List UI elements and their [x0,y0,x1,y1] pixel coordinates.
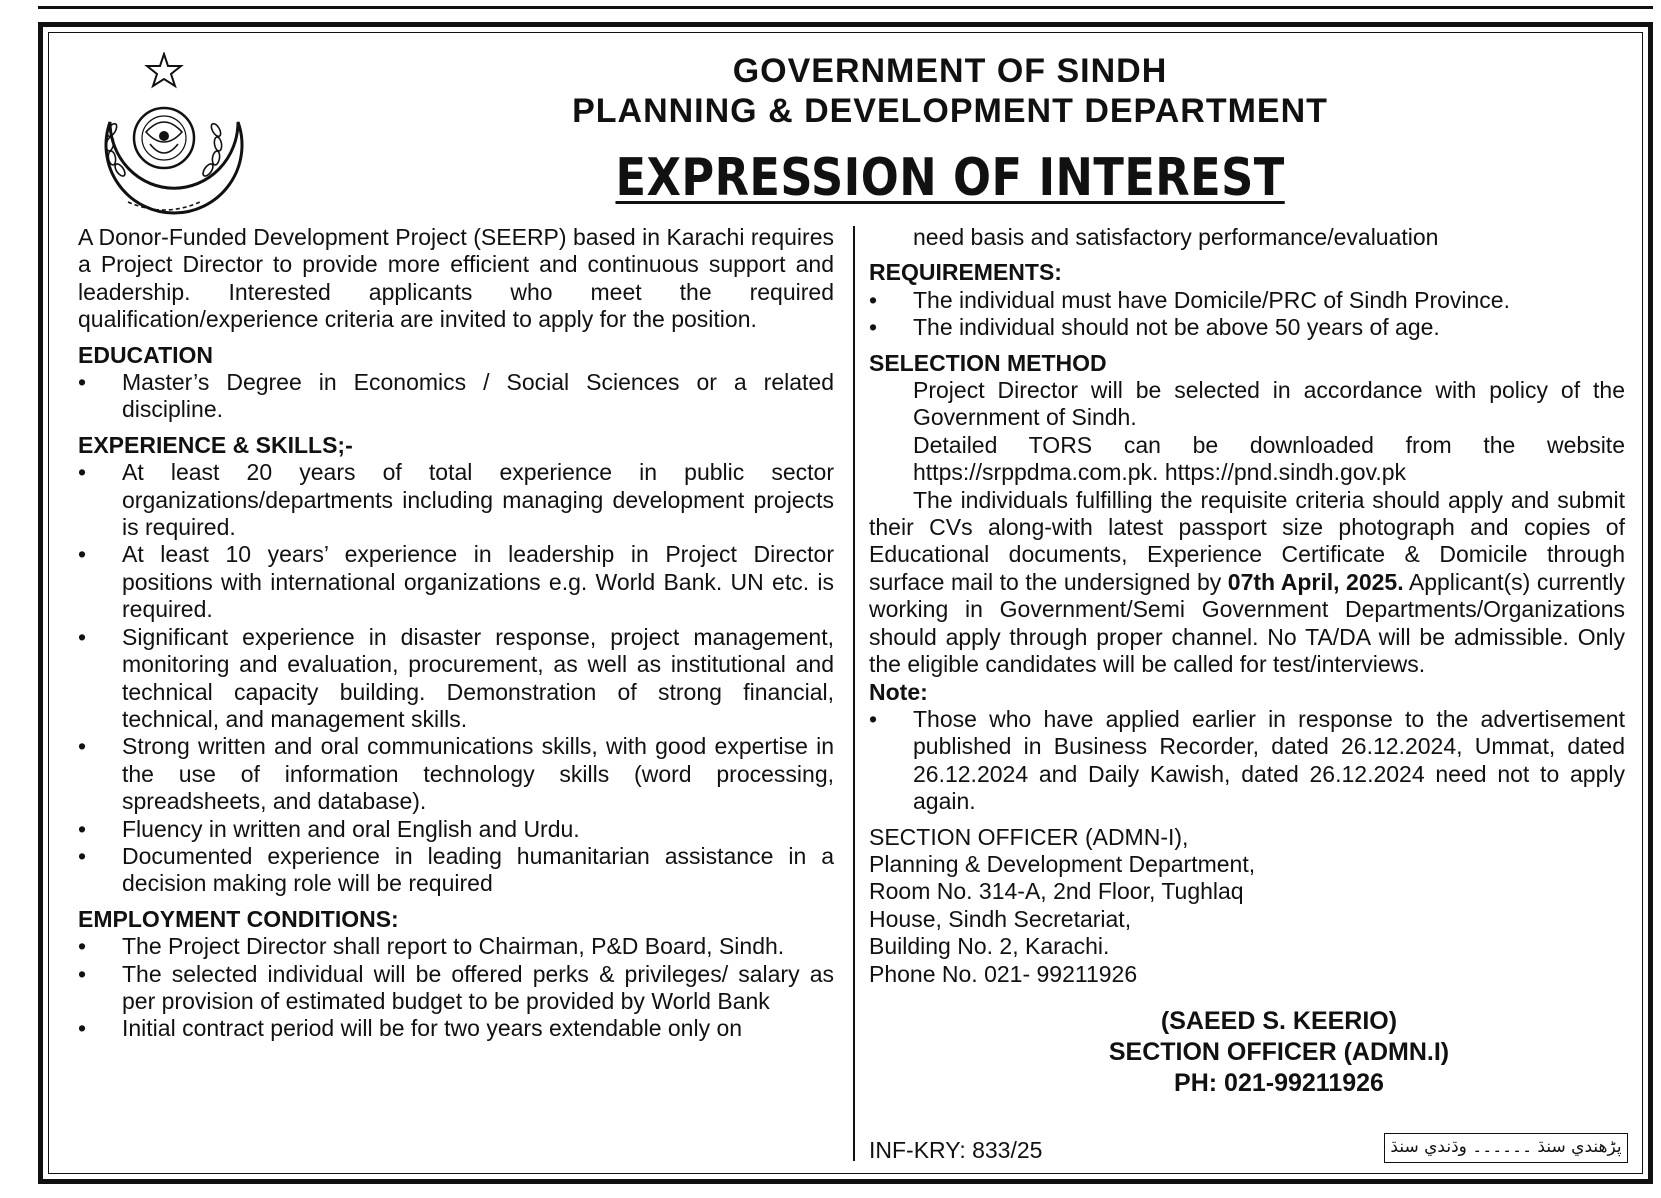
note-list [869,706,1625,816]
requirements-heading: REQUIREMENTS: [869,259,1062,286]
list-item: • The Project Director shall report to Chairman, P&D Board, Sindh. [78,933,834,960]
selection-instructions [869,487,1625,679]
employment-continuation: need basis and satisfactory performance/evaluation [913,224,1439,250]
address-line: SECTION OFFICER (ADMN-I), [869,823,1189,850]
employment-list [78,933,834,1043]
list-item: • Master’s Degree in Economics / Social Sciences or a related discipline. [78,369,834,424]
education-list [78,369,834,424]
list-item: • Documented experience in leading humanitarian assistance in a decision making role will be required [78,843,834,898]
right-column [869,224,1625,1099]
experience-heading: EXPERIENCE & SKILLS;- [78,431,353,458]
address-block [869,824,1625,988]
instructions-text-cont: Applicant(s) currently working in Government/Semi Government Departments/Organizations should apply through proper channel. No TA/DA will be admissible. Only the eligible candidates will be called for test/interviews. [869,568,1626,678]
list-item: • Strong written and oral communications skills, with good expertise in the use of information technology skills (word processing, spreadsheets, and database). [78,733,834,815]
selection-tors: Detailed TORS can be downloaded from the website https://srppdma.com.pk. https://pnd.sindh.gov.pk [913,431,1625,486]
education-heading: EDUCATION [78,341,214,368]
address-line: House, Sindh Secretariat, [869,905,1132,932]
employment-heading: EMPLOYMENT CONDITIONS: [78,905,399,932]
urdu-slogan: پڑھندي سنڌ ۔۔۔۔۔۔ وڌندي سنڌ [1384,1133,1628,1163]
signatory-designation: SECTION OFFICER (ADMN.I) [1108,1037,1450,1066]
list-item: • Significant experience in disaster response, project management, monitoring and evaluation, procurement, as well as institutional and technical capacity building. Demonstration of strong financial, technical, and management skills. [78,624,834,734]
page-title-text: EXPRESSION OF INTEREST [615,148,1285,208]
signatory-phone: PH: 021-99211926 [1174,1068,1384,1097]
header-department: PLANNING & DEVELOPMENT DEPARTMENT [572,92,1328,130]
intro-paragraph: A Donor-Funded Development Project (SEERP) based in Karachi requires a Project Director to provide more efficient and continuous support and leadership. Interested applicants who meet the required qualification/experience criteria are invited to apply for the position. [78,224,834,333]
address-line: Phone No. 021- 99211926 [869,960,1138,987]
list-item: • The individual should not be above 50 years of age. [869,314,1625,341]
left-column [78,224,834,1043]
column-divider [853,226,855,1161]
signatory-name: (SAEED S. KEERIO) [1160,1006,1398,1035]
reference-number: INF-KRY: 833/25 [869,1137,1043,1163]
signature-block [979,1006,1579,1099]
note-heading: Note: [869,678,928,705]
sindh-government-emblem-icon [88,52,260,224]
page-title [430,148,1470,208]
list-item: • Those who have applied earlier in response to the advertisement published in Business Recorder, dated 26.12.2024, Ummat, dated 26.12.2024 and Daily Kawish, dated 26.12.2024 need not to apply again. [869,706,1625,816]
selection-heading: SELECTION METHOD [869,349,1107,376]
deadline-date: 07th April, 2025. [1227,568,1404,595]
header-government: GOVERNMENT OF SINDH [732,52,1168,90]
requirements-list [869,287,1625,342]
selection-policy: Project Director will be selected in accordance with policy of the Government of Sindh. [913,377,1625,431]
list-item: • The individual must have Domicile/PRC of Sindh Province. [869,287,1625,314]
address-line: Building No. 2, Karachi. [869,933,1110,960]
address-line: Planning & Development Department, [869,850,1256,877]
list-item: • At least 10 years’ experience in leadership in Project Director positions with international organizations e.g. World Bank. UN etc. is required. [78,541,834,623]
experience-list [78,459,834,898]
list-item: • Fluency in written and oral English and Urdu. [78,816,834,843]
address-line: Room No. 314-A, 2nd Floor, Tughlaq [869,878,1244,905]
list-item: • Initial contract period will be for two years extendable only on [78,1015,834,1042]
list-item: • The selected individual will be offered perks & privileges/ salary as per provision of estimated budget to be provided by World Bank [78,961,834,1016]
top-rule [38,6,1653,9]
list-item: • At least 20 years of total experience in public sector organizations/departments including managing development projects is required. [78,459,834,541]
instructions-text: The individuals fulfilling the requisite criteria should apply and submit their CVs along-with latest passport size photograph and copies of Educational documents, Experience Certificate & Domicile through surface mail to the undersigned by [869,486,1625,595]
